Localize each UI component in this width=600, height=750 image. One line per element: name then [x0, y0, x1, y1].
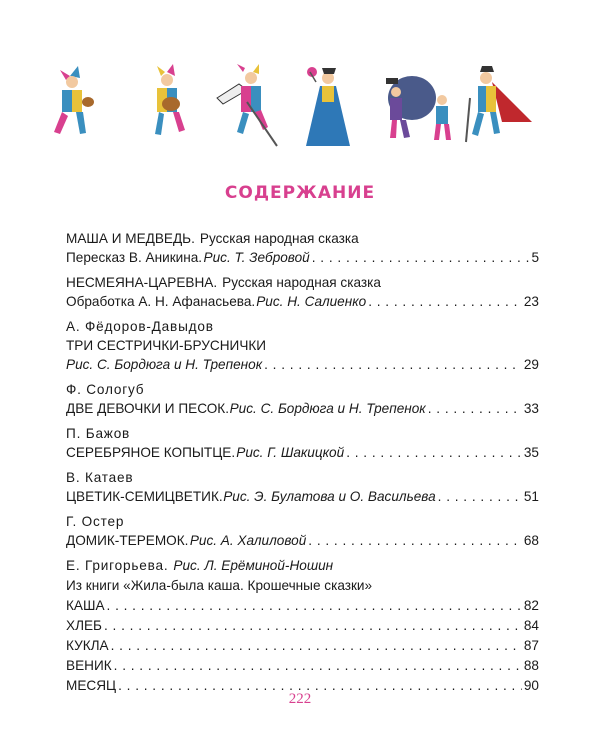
- illustrator-credit: Рис. Н. Салиенко: [256, 294, 367, 309]
- toc-entry: [66, 512, 539, 550]
- man-with-sack-figure: [386, 76, 436, 138]
- book-subtitle: Из книги «Жила-была каша. Крошечные сказки»: [66, 578, 373, 593]
- story-title: ЦВЕТИК-СЕМИЦВЕТИК.: [66, 489, 223, 504]
- small-boy-figure: [434, 95, 451, 140]
- toc-line: [66, 596, 539, 615]
- story-title: СЕРЕБРЯНОЕ КОПЫТЦЕ.: [66, 445, 236, 460]
- page-reference: 33: [523, 401, 539, 416]
- author-name: А. Фёдоров-Давыдов: [66, 319, 214, 334]
- page-reference: 68: [523, 533, 539, 548]
- jester-lute-player-figure: [155, 64, 185, 135]
- toc-line: [66, 229, 539, 248]
- author-name: В. Катаев: [66, 470, 134, 485]
- page-reference: 90: [523, 678, 539, 693]
- page-title: СОДЕРЖАНИЕ: [224, 183, 376, 203]
- toc-line: [66, 487, 539, 506]
- dot-leader: [114, 656, 522, 675]
- story-title: КАША: [66, 598, 105, 613]
- toc-line: [66, 248, 539, 267]
- illustrator-credit: Рис. Г. Шакицкой: [236, 445, 345, 460]
- dot-leader: [438, 487, 522, 506]
- toc-line: [66, 336, 539, 355]
- toc-entry: [66, 273, 539, 311]
- jester-with-lute-figure: [54, 66, 94, 134]
- dot-leader: [107, 596, 522, 615]
- toc-entry: [66, 317, 539, 374]
- page-reference: 51: [523, 489, 539, 504]
- toc-line: [66, 292, 539, 311]
- toc-entry: [66, 424, 539, 462]
- toc-line: [66, 556, 539, 575]
- toc-entry: [66, 229, 539, 267]
- story-title: КУКЛА: [66, 638, 109, 653]
- dot-leader: [346, 443, 522, 462]
- jester-hobby-horse-figure: [217, 64, 277, 146]
- dot-leader: [428, 399, 522, 418]
- story-title: ВЕНИК: [66, 658, 112, 673]
- page-reference: 82: [523, 598, 539, 613]
- author-name: Г. Остер: [66, 514, 125, 529]
- story-title: МЕСЯЦ: [66, 678, 117, 693]
- toc-line: [66, 636, 539, 655]
- man-with-cane-figure: [466, 66, 532, 142]
- toc-entry: [66, 380, 539, 418]
- story-title: ХЛЕБ: [66, 618, 102, 633]
- page-reference: 5: [531, 250, 539, 265]
- page-number: 222: [288, 691, 312, 707]
- toc-line: [66, 273, 539, 292]
- story-title: ТРИ СЕСТРИЧКИ-БРУСНИЧКИ: [66, 338, 267, 353]
- story-title: МАША И МЕДВЕДЬ.: [66, 231, 195, 246]
- dot-leader: [368, 292, 522, 311]
- dot-leader: [111, 636, 522, 655]
- illustrator-credit: Рис. С. Бордюга и Н. Трепенок: [66, 357, 263, 372]
- author-name: Е. Григорьева.: [66, 558, 169, 573]
- author-name: Ф. Сологуб: [66, 382, 145, 397]
- toc-line: [66, 531, 539, 550]
- dot-leader: [264, 355, 522, 374]
- story-title: ДОМИК-ТЕРЕМОК.: [66, 533, 189, 548]
- page-reference: 87: [523, 638, 539, 653]
- dot-leader: [104, 616, 522, 635]
- toc-line: [66, 355, 539, 374]
- illustrator-credit: Рис. Э. Булатова и О. Васильева: [223, 489, 436, 504]
- story-note: Русская народная сказка: [199, 231, 359, 246]
- page-reference: 29: [523, 357, 539, 372]
- illustrator-credit: Рис. А. Халиловой: [189, 533, 307, 548]
- toc-line: [66, 443, 539, 462]
- toc-line: [66, 656, 539, 675]
- toc-line: [66, 616, 539, 635]
- toc-entry: [66, 556, 539, 695]
- illustrator-credit: Рис. Т. Зебровой: [203, 250, 310, 265]
- toc-entry: [66, 468, 539, 506]
- illustrator-credit: Рис. С. Бордюга и Н. Трепенок: [229, 401, 426, 416]
- story-title: НЕСМЕЯНА-ЦАРЕВНА.: [66, 275, 218, 290]
- page-reference: 88: [523, 658, 539, 673]
- page-reference: 35: [523, 445, 539, 460]
- lady-with-fan-figure: [306, 67, 350, 146]
- characters-illustration: [52, 62, 542, 158]
- story-note: Русская народная сказка: [222, 275, 381, 290]
- dot-leader: [312, 248, 530, 267]
- dot-leader: [308, 531, 522, 550]
- page-reference: 23: [523, 294, 539, 309]
- illustration-banner: [52, 62, 542, 158]
- table-of-contents: [66, 229, 539, 701]
- page-reference: 84: [523, 618, 539, 633]
- author-name: П. Бажов: [66, 426, 131, 441]
- illustrator-credit: Рис. Л. Ерёминой-Ношин: [173, 558, 334, 573]
- toc-line: [66, 399, 539, 418]
- story-credit: Обработка А. Н. Афанасьева.: [66, 294, 256, 309]
- story-credit: Пересказ В. Аникина.: [66, 250, 203, 265]
- story-title: ДВЕ ДЕВОЧКИ И ПЕСОК.: [66, 401, 229, 416]
